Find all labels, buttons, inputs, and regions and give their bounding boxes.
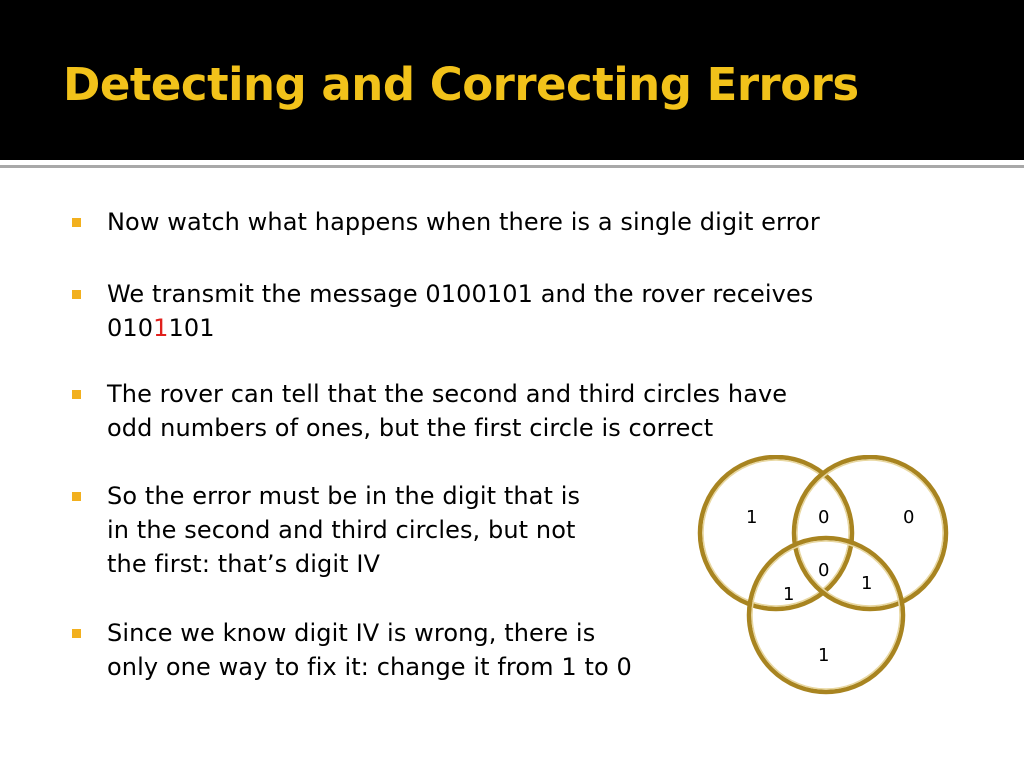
bullet-text: the first: that’s digit IV [107,550,381,578]
square-bullet-icon [72,629,81,638]
venn-diagram [690,455,960,700]
digit-first-only: 1 [746,507,758,528]
bullet-item [72,377,787,445]
bullet-text: Now watch what happens when there is a single digit error [107,208,820,236]
digit-third-only: 1 [818,645,830,666]
first-circle [700,457,852,609]
bullet-text: Since we know digit IV is wrong, there is [107,619,596,647]
digit-second-third: 1 [861,573,873,594]
digit-first-third: 1 [783,584,795,605]
slide-title: Detecting and Correcting Errors [63,58,859,111]
bullet-text: So the error must be in the digit that is [107,482,581,510]
bullet-text: only one way to fix it: change it from 1 to 0 [107,653,632,681]
error-digit: 1 [153,314,169,342]
first-circle-inner-edge [703,460,849,606]
bullet-item [72,616,632,684]
title-divider [0,165,1024,168]
digit-second-only: 0 [903,507,915,528]
bullet-item [72,277,813,345]
square-bullet-icon [72,218,81,227]
title-divider-white [0,160,1024,164]
square-bullet-icon [72,492,81,501]
bullet-item [72,205,820,239]
received-message-start: 010 [107,314,154,342]
bullet-text: odd numbers of ones, but the first circle is correct [107,414,714,442]
received-message-end: 101 [168,314,215,342]
bullet-text: We transmit the message 0100101 and the rover receives [107,280,814,308]
square-bullet-icon [72,390,81,399]
square-bullet-icon [72,290,81,299]
bullet-text: The rover can tell that the second and third circles have [107,380,788,408]
digit-center: 0 [818,560,830,581]
digit-first-second: 0 [818,507,830,528]
bullet-text: in the second and third circles, but not [107,516,576,544]
bullet-item [72,479,580,581]
received-message [107,311,813,345]
